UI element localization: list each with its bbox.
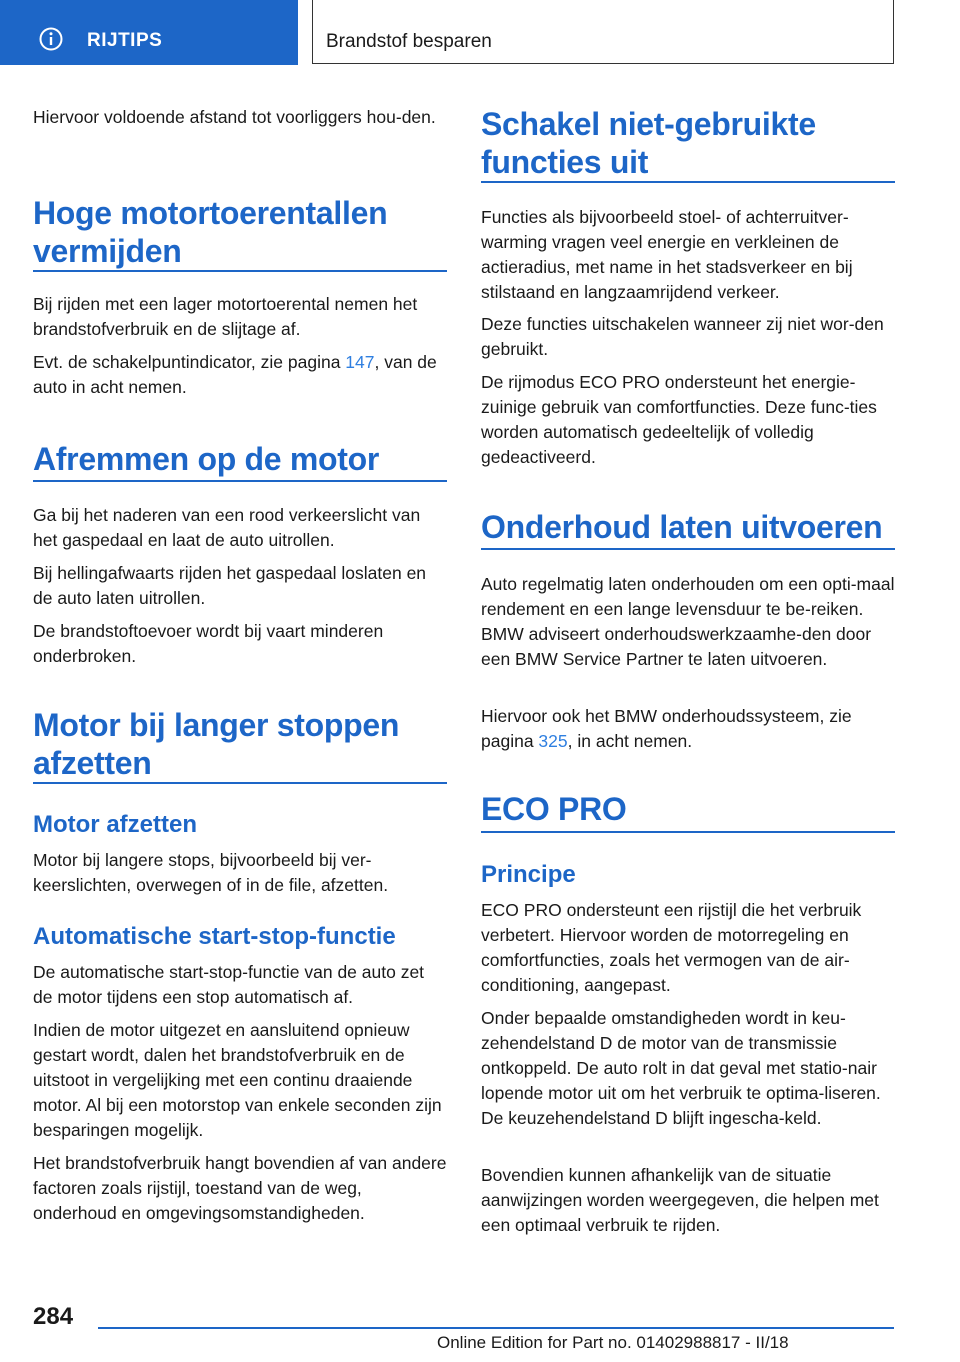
paragraph-with-link [481,704,895,754]
header-title-box [312,0,894,64]
subsection-heading-start-stop: Automatische start-stop-functie [33,923,396,950]
text: , van de auto in acht nemen. [33,352,437,397]
paragraph: Indien de motor uitgezet en aansluitend opnieuw gestart wordt, dalen het brandstofverbruik en de uitstoot in vergelijking met een continu draaiende motor. Al bij een motorstop van enkele seconden zijn besparingen mogelijk. [33,1020,442,1140]
section-heading-block [481,508,895,546]
paragraph: Bovendien kunnen afhankelijk van de situatie aanwijzingen worden weergegeven, die helpen met een optimaal verbruik te rijden. [481,1165,879,1235]
footer-rule [98,1327,894,1329]
section-rule [33,782,447,784]
section-body [481,370,895,470]
section-heading-block [33,706,447,782]
subsection-heading-principle: Principe [481,861,576,888]
paragraph: Onder bepaalde omstandigheden wordt in keu-zehendelstand D de motor van de transmissie ontkoppeld. De auto rolt in dat geval met statio-nair lopende motor uit om het verbruik te optima-liseren. De keuzehendelstand D blijft ingescha-keld. [481,1008,881,1128]
paragraph: Bij hellingafwaarts rijden het gaspedaal loslaten en de auto laten uitrollen. [33,563,427,608]
section-body [33,350,447,400]
section-body [33,561,447,611]
section-body [481,205,895,305]
subsection-heading-block [33,811,447,839]
section-heading-unused-functions: Schakel niet-gebruikte functies uit [481,106,816,180]
header-section-tab [0,0,298,65]
paragraph: Ga bij het naderen van een rood verkeerslicht van het gaspedaal en laat de auto uitrollen. [33,505,421,550]
page-number: 284 [33,1303,74,1330]
section-body [481,898,895,998]
subsection-heading-block [33,923,447,951]
section-heading-block [33,440,447,478]
section-rule [481,831,895,833]
section-heading-block [481,790,895,828]
text: Evt. de schakelpuntindicator, zie pagina [33,352,346,372]
page-link-147[interactable]: 147 [345,352,375,372]
section-body [33,848,447,898]
paragraph: Bij rijden met een lager motortoerental nemen het brandstofverbruik en de slijtage af. [33,294,418,339]
section-heading-high-rpm: Hoge motortoerentallen vermijden [33,195,388,269]
section-body [33,960,447,1010]
section-body [481,312,895,362]
section-body [33,292,447,342]
section-heading-engine-off: Motor bij langer stoppen afzetten [33,707,400,781]
section-heading-block [33,194,447,270]
section-heading-eco-pro: ECO PRO [481,791,627,827]
page-link-325[interactable]: 325 [538,731,568,751]
paragraph: Het brandstofverbruik hangt bovendien af van andere factoren zoals rijstijl, toestand van de weg, onderhoud en omgevingsomstandigheden. [33,1153,447,1223]
section-body [33,619,447,669]
intro-paragraph [33,105,447,130]
paragraph: Motor bij langere stops, bijvoorbeeld bij ver-keerslichten, overwegen of in de file, afzetten. [33,850,389,895]
section-body [33,1018,447,1143]
text: Hiervoor ook het BMW onderhoudssysteem, zie pagina [481,706,852,751]
section-rule [33,480,447,482]
subsection-heading-block [481,861,895,889]
section-body [33,1151,447,1226]
paragraph: De rijmodus ECO PRO ondersteunt het energie-zuinige gebruik van comfortfuncties. Deze func-ties worden automatisch gedeeltelijk of volledig gedeactiveerd. [481,372,877,467]
paragraph: De brandstoftoevoer wordt bij vaart minderen onderbroken. [33,621,384,666]
info-icon [39,27,63,51]
section-rule [481,548,895,550]
paragraph: Deze functies uitschakelen wanneer zij niet wor-den gebruikt. [481,314,884,359]
section-body [481,572,895,672]
paragraph: De automatische start-stop-functie van de auto zet de motor tijdens een stop automatisch af. [33,962,425,1007]
intro-text: Hiervoor voldoende afstand tot voorliggers hou-den. [33,107,436,127]
section-heading-block [481,105,895,181]
footer-edition: Online Edition for Part no. 01402988817 - II/18 [437,1333,789,1352]
text: , in acht nemen. [567,731,693,751]
header-section-label: RIJTIPS [87,30,163,51]
subsection-heading-engine-off: Motor afzetten [33,811,197,838]
section-body [481,1163,895,1238]
paragraph: ECO PRO ondersteunt een rijstijl die het verbruik verbetert. Hiervoor worden de motorregeling en comfortfuncties, zoals het vermogen van de air-conditioning, aangepast. [481,900,862,995]
section-heading-maintenance: Onderhoud laten uitvoeren [481,509,883,545]
paragraph: Functies als bijvoorbeeld stoel- of achterruitver-warming vragen veel energie en verkleinen de actieradius, met name in het stadsverkeer en bij stilstaand en langzaamrijdend verkeer. [481,207,853,302]
page-title: Brandstof besparen [326,31,492,52]
section-body [481,704,895,754]
section-heading-engine-braking: Afremmen op de motor [33,441,380,477]
paragraph: Auto regelmatig laten onderhouden om een opti-maal rendement en een lange levensduur te be-reiken. BMW adviseert onderhoudswerkzaamhe-den door een BMW Service Partner te laten uitvoeren. [481,574,895,669]
section-rule [33,270,447,272]
section-rule [481,181,895,183]
paragraph-with-link [33,350,447,400]
section-body [33,503,447,553]
section-body [481,1006,895,1131]
